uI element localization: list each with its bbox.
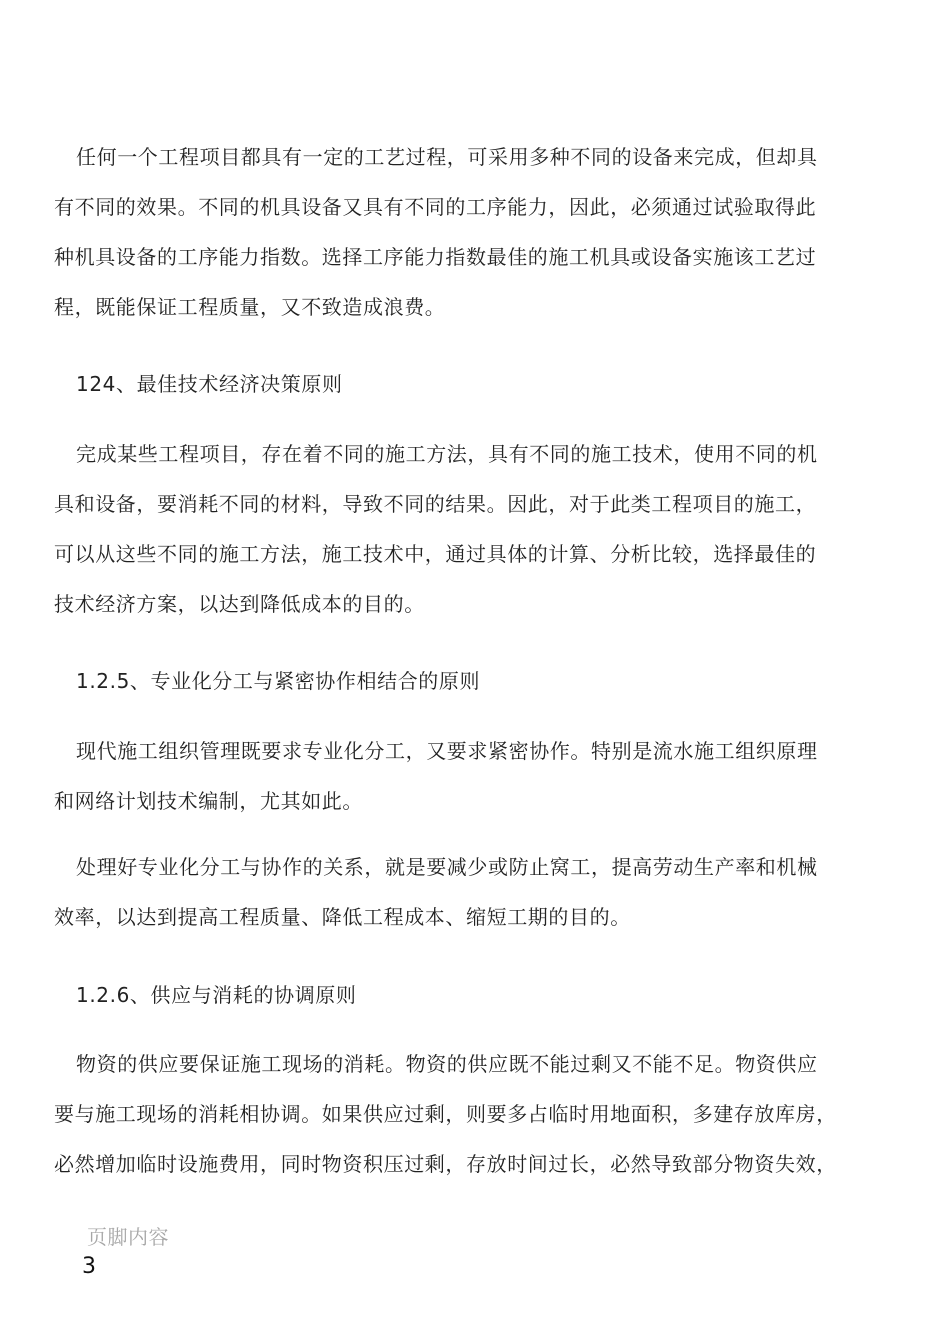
paragraph-line: 和网络计划技术编制，尤其如此。 [54, 789, 363, 813]
section-heading-text: 124、最佳技术经济决策原则 [76, 372, 343, 396]
paragraph-line: 物资的供应要保证施工现场的消耗。物资的供应既不能过剩又不能不足。物资供应 [76, 1052, 818, 1076]
footer-label: 页脚内容 [87, 1225, 169, 1249]
paragraph-line: 具和设备，要消耗不同的材料，导致不同的结果。因此，对于此类工程项目的施工， [54, 492, 817, 516]
paragraph-line: 现代施工组织管理既要求专业化分工，又要求紧密协作。特别是流水施工组织原理 [76, 739, 818, 763]
paragraph-line: 技术经济方案，以达到降低成本的目的。 [54, 592, 425, 616]
paragraph-line: 种机具设备的工序能力指数。选择工序能力指数最佳的施工机具或设备实施该工艺过 [54, 245, 817, 269]
page-number: 3 [82, 1254, 96, 1279]
paragraph-line: 要与施工现场的消耗相协调。如果供应过剩，则要多占临时用地面积，多建存放库房， [54, 1102, 837, 1126]
section-heading-text: 1.2.6、供应与消耗的协调原则 [76, 983, 357, 1007]
paragraph-line: 任何一个工程项目都具有一定的工艺过程，可采用多种不同的设备来完成，但却具 [76, 145, 818, 169]
paragraph-line: 效率，以达到提高工程质量、降低工程成本、缩短工期的目的。 [54, 905, 631, 929]
paragraph-line: 有不同的效果。不同的机具设备又具有不同的工序能力，因此，必须通过试验取得此 [54, 195, 817, 219]
paragraph-line: 处理好专业化分工与协作的关系，就是要减少或防止窝工，提高劳动生产率和机械 [76, 855, 818, 879]
paragraph-line: 可以从这些不同的施工方法，施工技术中，通过具体的计算、分析比较，选择最佳的 [54, 542, 817, 566]
section-heading-text: 1.2.5、专业化分工与紧密协作相结合的原则 [76, 669, 481, 693]
paragraph-line: 程，既能保证工程质量，又不致造成浪费。 [54, 295, 446, 319]
paragraph-line: 完成某些工程项目，存在着不同的施工方法，具有不同的施工技术，使用不同的机 [76, 442, 818, 466]
paragraph-line: 必然增加临时设施费用，同时物资积压过剩，存放时间过长，必然导致部分物资失效， [54, 1152, 837, 1176]
